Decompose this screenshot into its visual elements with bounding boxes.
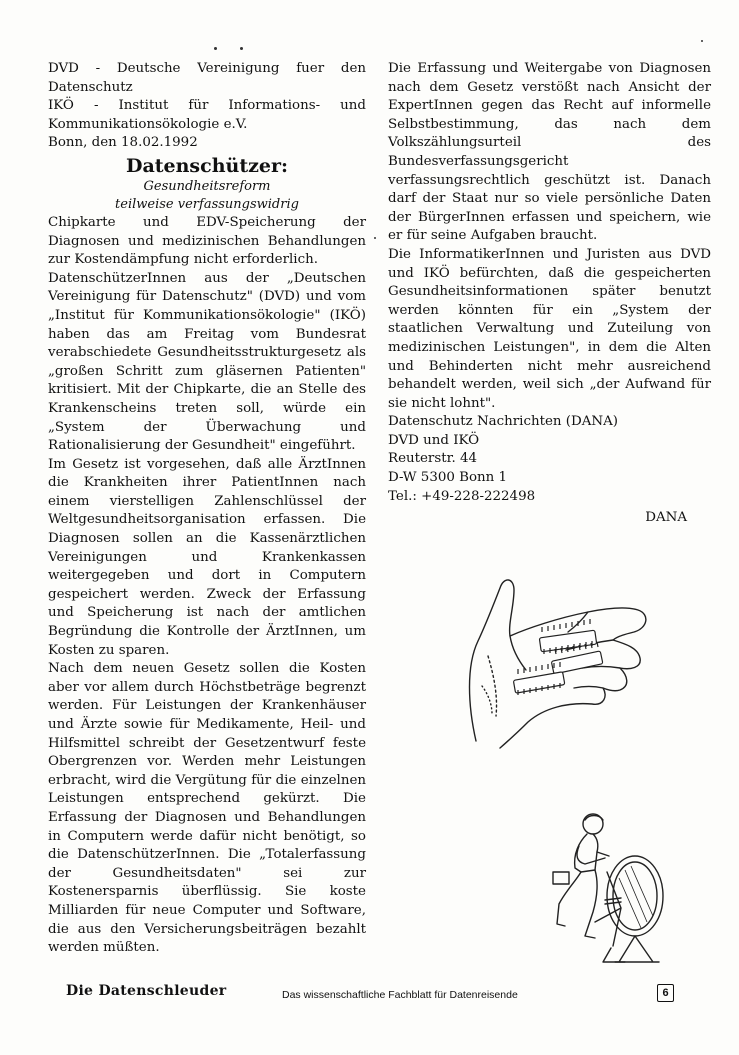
right-column <box>388 60 711 528</box>
scan-speck <box>374 237 376 239</box>
contact-tel: Tel.: +49-228-222498 <box>388 488 536 504</box>
contact-org: DVD und IKÖ <box>388 432 480 448</box>
contact-street: Reuterstr. 44 <box>388 451 478 467</box>
signature: DANA <box>645 510 687 526</box>
org-dvd-line-2: Datenschutz <box>48 79 133 95</box>
article-headline: Datenschützer: <box>125 154 289 177</box>
article-subtitle-2: teilweise verfassungswidrig <box>115 196 299 212</box>
lead-paragraph: Chipkarte und EDV-Speicherung der Diagnosen und medizinischen Behandlungen zur Kostendämpfung nicht erforderlich. <box>48 214 366 268</box>
hand-chips-illustration <box>448 536 668 756</box>
org-iko-line: IKÖ - Institut für Informations- und Kommunikationsökologie e.V. <box>48 98 366 132</box>
org-dvd-line: DVD - Deutsche Vereinigung fuer den <box>48 61 366 76</box>
footer-masthead: Die Datenschleuder <box>66 983 227 999</box>
scan-speck <box>701 40 703 42</box>
footer-tagline: Das wissenschaftliche Fachblatt für Datenreisende <box>282 989 518 1001</box>
body-paragraph-4: Die Erfassung und Weitergabe von Diagnosen nach dem Gesetz verstößt nach Ansicht der ExpertInnen gegen das Recht auf informelle Selbstbestimmung, das nach dem Volkszählungsurteil des Bundesverfassungsgericht verfassungsrechtlich geschützt ist. Danach darf der Staat nur so viele persönliche Daten der BürgerInnen erfassen und speichern, wie er für seine Aufgaben braucht. <box>388 61 711 244</box>
dateline: Bonn, den 18.02.1992 <box>48 135 198 151</box>
source-line: Datenschutz Nachrichten (DANA) <box>388 414 619 430</box>
body-paragraph-5: Die InformatikerInnen und Juristen aus DVD und IKÖ befürchten, daß die gespeicherten Gesundheitsinformationen später benutzt werden könnten für ein „System der staatlichen Verwaltung und Zuteilung von medizinischen Leistungen", in dem die Alten und Behinderten nicht mehr ausreichend behandelt werden, weil sich „der Aufwand für sie nicht lohnt". <box>388 246 711 411</box>
article-subtitle-1: Gesundheitsreform <box>143 178 271 194</box>
grinder-man-illustration <box>535 812 685 972</box>
body-paragraph-1: DatenschützerInnen aus der „Deutschen Vereinigung für Datenschutz" (DVD) und vom „Institut für Kommunikationsökologie" (IKÖ) haben das am Freitag vom Bundesrat verabschiedete Gesundheitsstrukturgesetz als „großen Schritt zum gläsernen Patienten" kritisiert. Mit der Chipkarte, die an Stelle des Krankenscheins treten soll, würde ein „System der Überwachung und Rationalisierung der Gesundheit" eingeführt. <box>48 270 366 454</box>
contact-city: D-W 5300 Bonn 1 <box>388 470 508 486</box>
page-number: 6 <box>657 984 674 1002</box>
body-paragraph-3: Nach dem neuen Gesetz sollen die Kosten aber vor allem durch Höchstbeträge begrenzt werden. Für Leistungen der Krankenhäuser und Ärzte sowie für Medikamente, Heil- und Hilfsmittel schreibt der Gesetzentwurf feste Obergrenzen vor. Werden mehr Leistungen erbracht, wird die Vergütung für die einzelnen Leistungen entsprechend gekürzt. Die Erfassung der Diagnosen und Behandlungen in Computern werde dafür nicht benötigt, so die DatenschützerInnen. Die „Totalerfassung der Gesundheitsdaten" sei zur Kostenersparnis überflüssig. Sie koste Milliarden für neue Computer und Software, die aus den Versicherungsbeiträgen bezahlt werden müßten. <box>48 661 366 956</box>
body-paragraph-2: Im Gesetz ist vorgesehen, daß alle ÄrztInnen die Krankheiten ihrer PatientInnen nach einem vierstelligen Zahlenschlüssel der Weltgesundheitsorganisation erfassen. Die Diagnosen sollen an die Kassenärztlichen Vereinigungen und Krankenkassen weitergegeben und dort in Computern gespeichert werden. Zweck der Erfassung und Speicherung ist nach der amtlichen Begründung die Kontrolle der ÄrztInnen, um Kosten zu sparen. <box>48 456 366 658</box>
scan-speck <box>240 47 243 50</box>
scan-speck <box>214 47 217 50</box>
left-column <box>48 60 366 958</box>
